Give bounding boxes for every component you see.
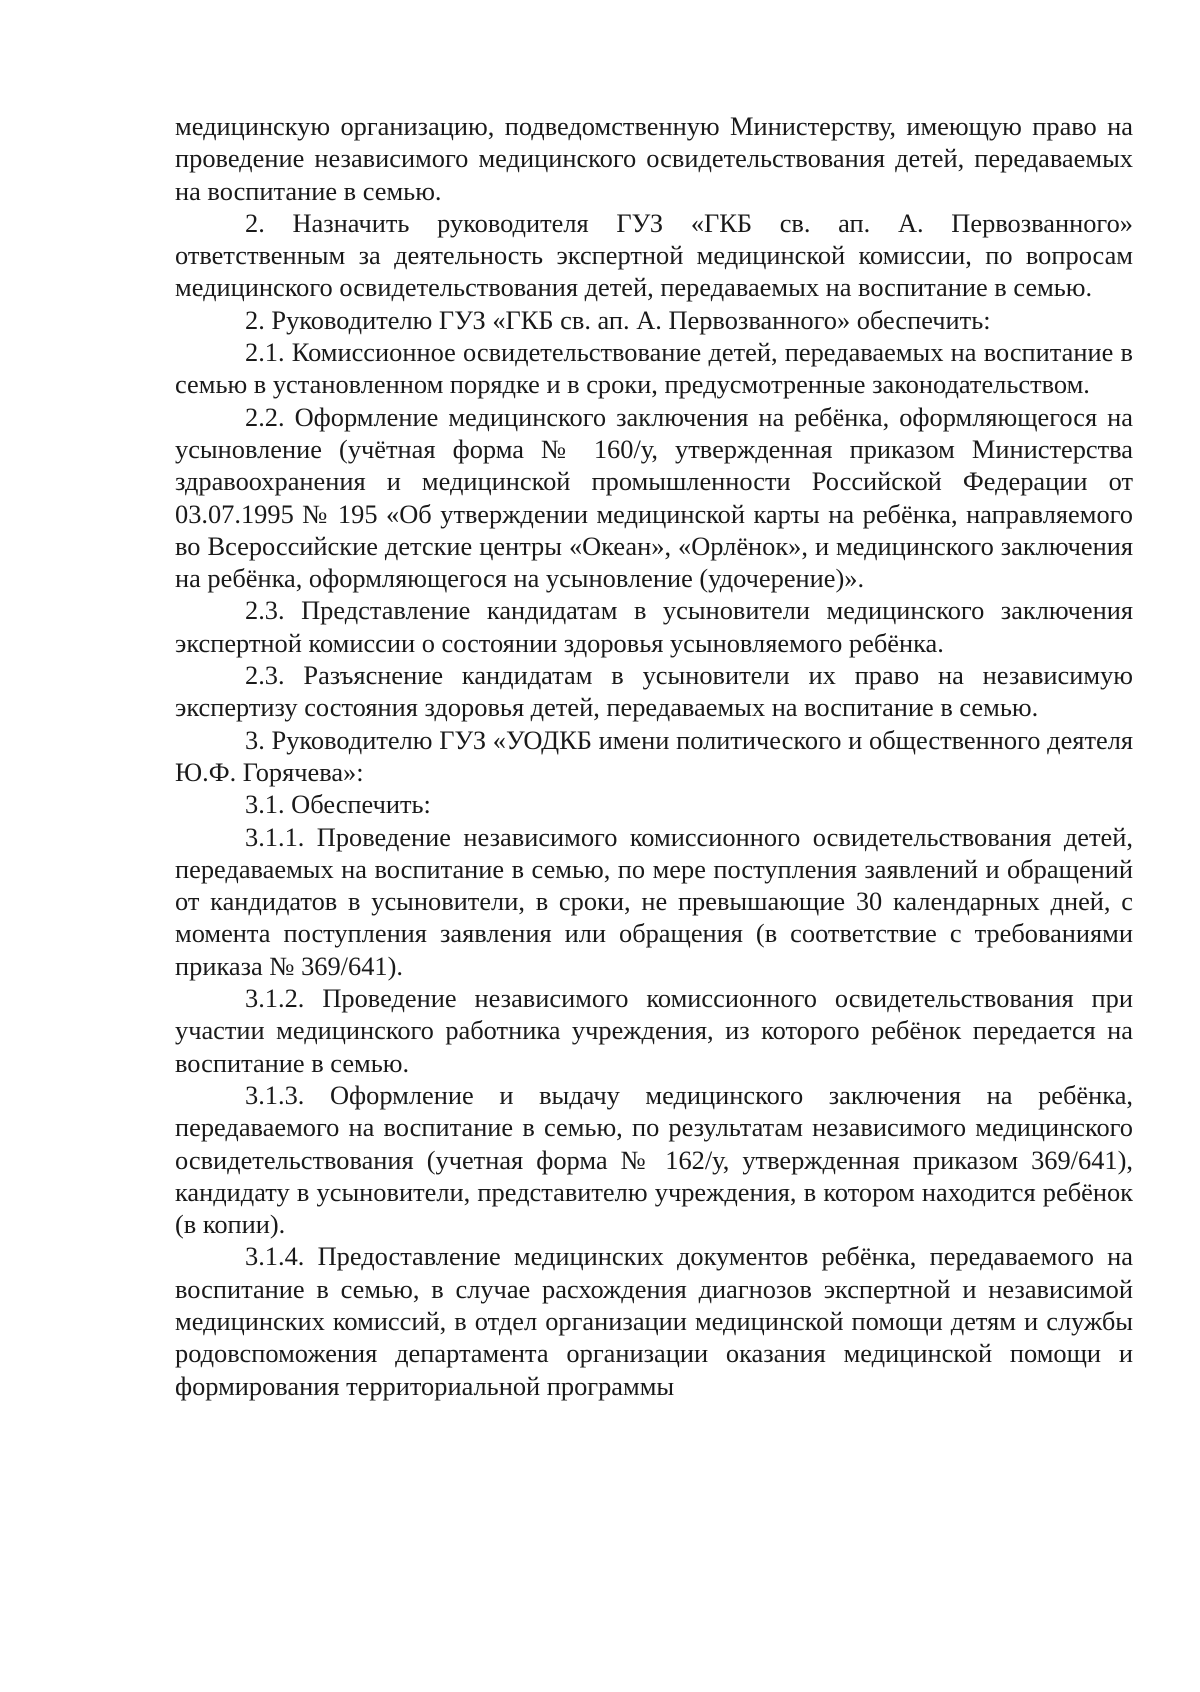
paragraph-3-1-4: 3.1.4. Предоставление медицинских документов ребёнка, передаваемого на воспитание в семью, в случае расхождения диагнозов экспертной и независимой медицинских комиссий, в отдел организации медицинской помощи детям и службы родовспоможения департамента организации оказания медицинской помощи и формирования территориальной программы	[175, 1241, 1133, 1401]
paragraph-2-3-explanation: 2.3. Разъяснение кандидатам в усыновители их право на независимую экспертизу состояния здоровья детей, передаваемых на воспитание в семью.	[175, 660, 1133, 723]
paragraph-2-3-presentation: 2.3. Представление кандидатам в усыновители медицинского заключения экспертной комиссии о состоянии здоровья усыновляемого ребёнка.	[175, 595, 1133, 658]
paragraph-3-1: 3.1. Обеспечить:	[245, 789, 431, 820]
paragraph-3-1-2: 3.1.2. Проведение независимого комиссионного освидетельствования при участии медицинского работника учреждения, из которого ребёнок передается на воспитание в семью.	[175, 983, 1133, 1078]
document-body	[175, 110, 1133, 1402]
paragraph-2-appoint: 2. Назначить руководителя ГУЗ «ГКБ св. ап. А. Первозванного» ответственным за деятельность экспертной медицинской комиссии, по вопросам медицинского освидетельствования детей, передаваемых на воспитание в семью.	[175, 207, 1133, 303]
paragraph-3-1-3: 3.1.3. Оформление и выдачу медицинского заключения на ребёнка, передаваемого на воспитание в семью, по результатам независимого медицинского освидетельствования (учетная форма № 162/у, утвержденная приказом 369/641), кандидату в усыновители, представителю учреждения, в котором находится ребёнок (в копии).	[175, 1079, 1133, 1240]
paragraph-3-1-1: 3.1.1. Проведение независимого комиссионного освидетельствования детей, передаваемых на воспитание в семью, по мере поступления заявлений и обращений от кандидатов в усыновители, в сроки, не превышающие 30 календарных дней, с момента поступления заявления или обращения (в соответствие с требованиями приказа № 369/641).	[175, 821, 1133, 981]
paragraph-2-2: 2.2. Оформление медицинского заключения на ребёнка, оформляющегося на усыновление (учётная форма № 160/у, утвержденная приказом Министерства здравоохранения и медицинской промышленности Российской Федерации от 03.07.1995 № 195 «Об утверждении медицинской карты на ребёнка, направляемого во Всероссийские детские центры «Океан», «Орлёнок», и медицинского заключения на ребёнка, оформляющегося на усыновление (удочерение)».	[175, 401, 1133, 594]
paragraph-intro: медицинскую организацию, подведомственную Министерству, имеющую право на проведение независимого медицинского освидетельствования детей, передаваемых на воспитание в семью.	[175, 111, 1133, 206]
paragraph-2-1: 2.1. Комиссионное освидетельствование детей, передаваемых на воспитание в семью в установленном порядке и в сроки, предусмотренные законодательством.	[175, 337, 1133, 400]
paragraph-3-head: 3. Руководителю ГУЗ «УОДКБ имени политического и общественного деятеля Ю.Ф. Горячева»:	[175, 724, 1133, 787]
paragraph-2-head: 2. Руководителю ГУЗ «ГКБ св. ап. А. Первозванного» обеспечить:	[245, 304, 991, 335]
